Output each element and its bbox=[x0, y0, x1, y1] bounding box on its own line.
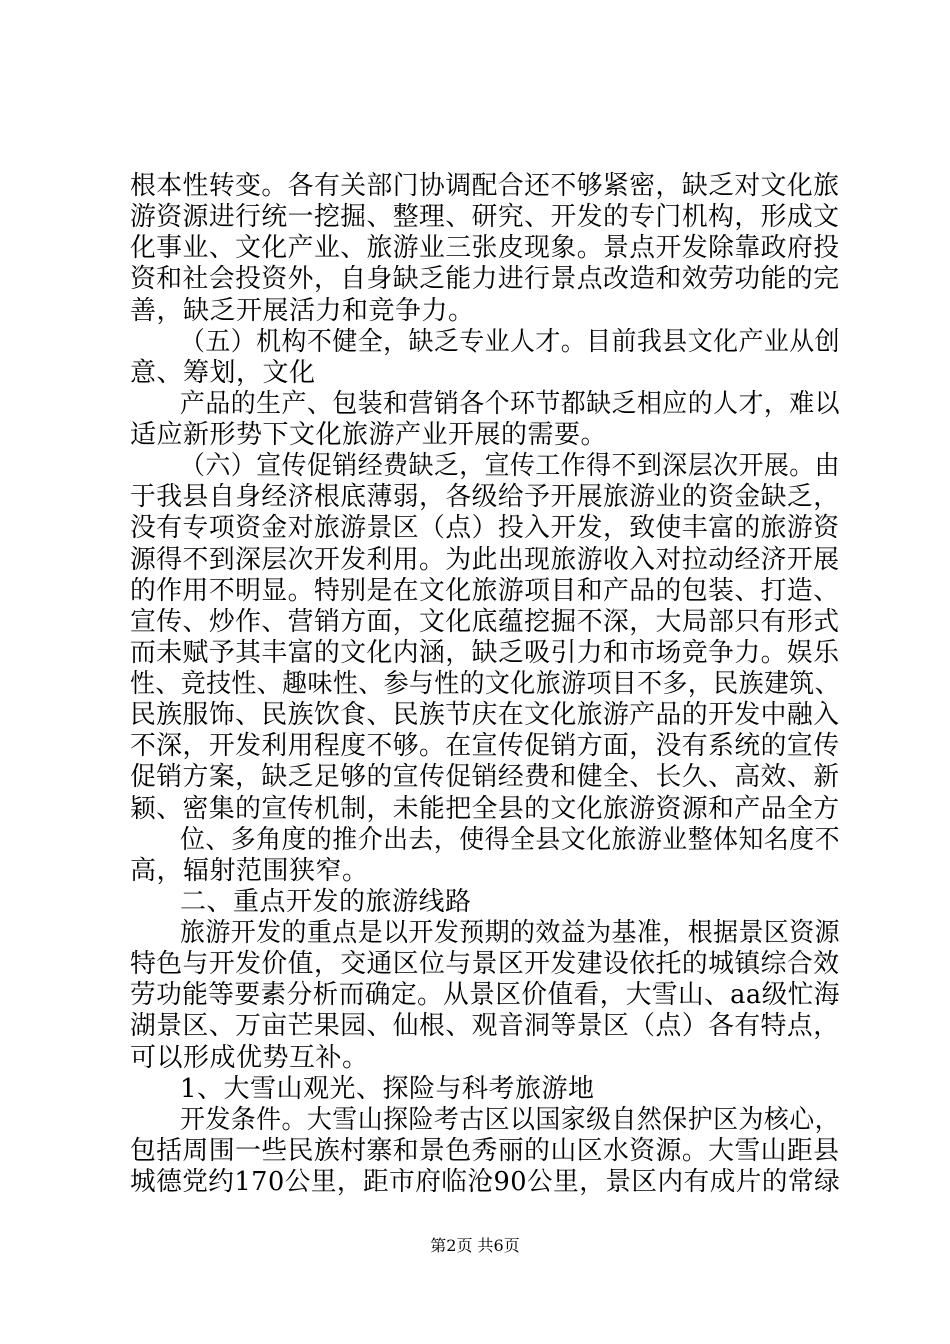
text-line-18: 民族服饰、民族饮食、民族节庆在文化旅游产品的开发中融入 bbox=[130, 700, 840, 730]
text-line-29: 可以形成优势互补。 bbox=[130, 1043, 369, 1073]
text-line-33: 城德党约170公里，距市府临沧90公里，景区内有成片的常绿 bbox=[130, 1167, 841, 1197]
text-line-31: 开发条件。大雪山探险考古区以国家级自然保护区为核心， bbox=[180, 1105, 841, 1135]
text-line-26: 特色与开发价值，交通区位与景区开发建设依托的城镇综合效 bbox=[130, 949, 840, 979]
page-footer: 第2页 共6页 bbox=[430, 1236, 520, 1255]
text-line-32: 包括周围一些民族村寨和景色秀丽的山区水资源。大雪山距县 bbox=[130, 1136, 840, 1166]
text-line-9: 适应新形势下文化旅游产业开展的需要。 bbox=[130, 420, 608, 450]
text-line-12: 没有专项资金对旅游景区（点）投入开发，致使丰富的旅游资 bbox=[130, 513, 840, 543]
text-line-25: 旅游开发的重点是以开发预期的效益为基准，根据景区资源 bbox=[180, 918, 841, 948]
subsection-heading: 1、大雪山观光、探险与科考旅游地 bbox=[180, 1074, 595, 1104]
text-line-1: 根本性转变。各有关部门协调配合还不够紧密，缺乏对文化旅 bbox=[130, 171, 840, 201]
text-line-17: 性、竞技性、趣味性、参与性的文化旅游项目不多，民族建筑、 bbox=[130, 669, 841, 699]
text-line-19: 不深，开发利用程度不够。在宣传促销方面，没有系统的宣传 bbox=[130, 731, 840, 761]
text-line-15: 宣传、炒作、营销方面，文化底蕴挖掘不深，大局部只有形式 bbox=[130, 607, 840, 637]
text-line-11: 于我县自身经济根底薄弱，各级给予开展旅游业的资金缺乏， bbox=[130, 482, 840, 512]
text-line-27: 劳功能等要素分析而确定。从景区价值看，大雪山、aa级忙海 bbox=[130, 980, 840, 1010]
text-line-16: 而未赋予其丰富的文化内涵，缺乏吸引力和市场竞争力。娱乐 bbox=[130, 638, 840, 668]
text-line-10: （六）宣传促销经费缺乏，宣传工作得不到深层次开展。由 bbox=[180, 451, 841, 481]
text-line-7: 意、筹划，文化 bbox=[130, 358, 316, 388]
text-line-21: 颖、密集的宣传机制，未能把全县的文化旅游资源和产品全方 bbox=[130, 794, 840, 824]
text-line-5: 善，缺乏开展活力和竞争力。 bbox=[130, 296, 475, 326]
text-line-22: 位、多角度的推介出去，使得全县文化旅游业整体知名度不 bbox=[180, 825, 841, 855]
text-line-28: 湖景区、万亩芒果园、仙根、观音洞等景区（点）各有特点， bbox=[130, 1011, 840, 1041]
text-line-14: 的作用不明显。特别是在文化旅游项目和产品的包装、打造、 bbox=[130, 576, 840, 606]
text-line-23: 高，辐射范围狭窄。 bbox=[130, 856, 369, 886]
text-line-6: （五）机构不健全，缺乏专业人才。目前我县文化产业从创 bbox=[180, 327, 841, 357]
text-line-2: 游资源进行统一挖掘、整理、研究、开发的专门机构，形成文 bbox=[130, 202, 840, 232]
section-heading: 二、重点开发的旅游线路 bbox=[180, 887, 472, 917]
text-line-20: 促销方案，缺乏足够的宣传促销经费和健全、长久、高效、新 bbox=[130, 762, 840, 792]
text-line-3: 化事业、文化产业、旅游业三张皮现象。景点开发除靠政府投 bbox=[130, 233, 840, 263]
text-line-4: 资和社会投资外，自身缺乏能力进行景点改造和效劳功能的完 bbox=[130, 264, 840, 294]
text-line-13: 源得不到深层次开发利用。为此出现旅游收入对拉动经济开展 bbox=[130, 545, 840, 575]
text-line-8: 产品的生产、包装和营销各个环节都缺乏相应的人才，难以 bbox=[180, 389, 841, 419]
